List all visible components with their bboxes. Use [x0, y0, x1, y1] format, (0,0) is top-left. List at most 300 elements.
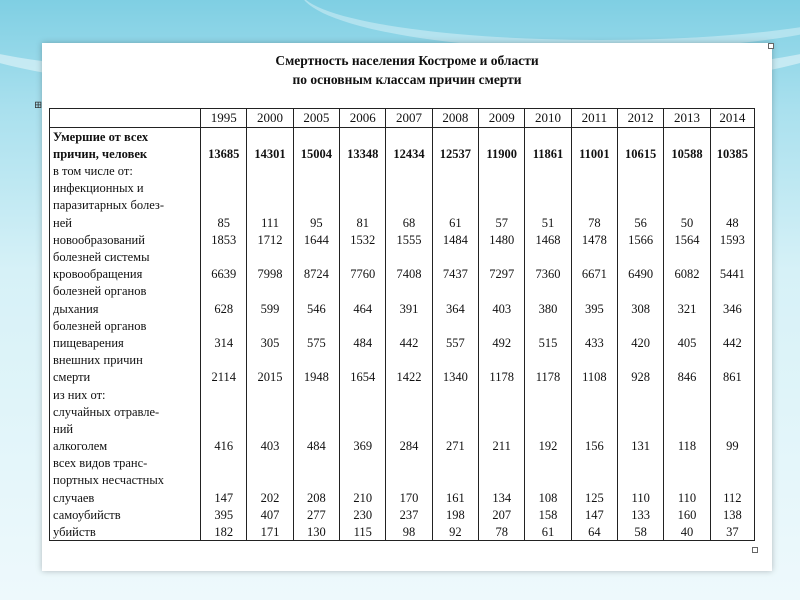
table-row: [50, 248, 755, 265]
value-cell: 158: [525, 506, 571, 523]
value-cell: 395: [571, 299, 617, 316]
value-cell: [201, 403, 247, 420]
value-cell: [247, 403, 293, 420]
value-cell: 433: [571, 334, 617, 351]
value-cell: [571, 385, 617, 402]
value-cell: [293, 162, 339, 179]
value-cell: [247, 162, 293, 179]
row-label: болезней органов: [50, 317, 201, 334]
value-cell: [432, 454, 478, 471]
page-title: [42, 51, 772, 89]
value-cell: 11001: [571, 145, 617, 162]
value-cell: [293, 248, 339, 265]
value-cell: [479, 128, 525, 145]
value-cell: 321: [664, 299, 710, 316]
value-cell: 78: [479, 523, 525, 540]
value-cell: [479, 282, 525, 299]
value-cell: [525, 403, 571, 420]
value-cell: 1593: [710, 231, 754, 248]
value-cell: [664, 282, 710, 299]
value-cell: 68: [386, 213, 432, 230]
value-cell: 369: [340, 437, 386, 454]
value-cell: 210: [340, 488, 386, 505]
year-header: 2013: [664, 109, 710, 128]
table-row: [50, 128, 755, 145]
value-cell: [340, 385, 386, 402]
value-cell: [432, 179, 478, 196]
value-cell: 407: [247, 506, 293, 523]
value-cell: [432, 282, 478, 299]
value-cell: 346: [710, 299, 754, 316]
value-cell: [710, 248, 754, 265]
value-cell: [618, 471, 664, 488]
value-cell: [201, 196, 247, 213]
value-cell: [247, 128, 293, 145]
value-cell: [710, 454, 754, 471]
value-cell: [710, 317, 754, 334]
row-label: в том числе от:: [50, 162, 201, 179]
value-cell: [293, 128, 339, 145]
value-cell: 405: [664, 334, 710, 351]
row-label: смерти: [50, 368, 201, 385]
value-cell: 628: [201, 299, 247, 316]
value-cell: [293, 454, 339, 471]
row-label: пищеварения: [50, 334, 201, 351]
value-cell: 284: [386, 437, 432, 454]
value-cell: 308: [618, 299, 664, 316]
value-cell: 110: [664, 488, 710, 505]
value-cell: 1566: [618, 231, 664, 248]
value-cell: [664, 179, 710, 196]
value-cell: 211: [479, 437, 525, 454]
value-cell: 125: [571, 488, 617, 505]
value-cell: [710, 403, 754, 420]
value-cell: [618, 403, 664, 420]
value-cell: [386, 248, 432, 265]
value-cell: [664, 420, 710, 437]
value-cell: [201, 179, 247, 196]
value-cell: [571, 179, 617, 196]
value-cell: [710, 196, 754, 213]
value-cell: [618, 128, 664, 145]
value-cell: [571, 471, 617, 488]
value-cell: [340, 162, 386, 179]
value-cell: 170: [386, 488, 432, 505]
value-cell: 7360: [525, 265, 571, 282]
value-cell: 305: [247, 334, 293, 351]
value-cell: [340, 454, 386, 471]
value-cell: 147: [201, 488, 247, 505]
value-cell: [710, 351, 754, 368]
value-cell: 464: [340, 299, 386, 316]
mortality-table: [49, 108, 755, 541]
value-cell: [664, 128, 710, 145]
value-cell: [386, 317, 432, 334]
value-cell: [340, 420, 386, 437]
value-cell: [525, 385, 571, 402]
value-cell: 108: [525, 488, 571, 505]
table-row: [50, 385, 755, 402]
value-cell: 11900: [479, 145, 525, 162]
value-cell: 57: [479, 213, 525, 230]
value-cell: 391: [386, 299, 432, 316]
value-cell: 846: [664, 368, 710, 385]
value-cell: [618, 248, 664, 265]
value-cell: 1178: [479, 368, 525, 385]
table-row: [50, 403, 755, 420]
value-cell: 171: [247, 523, 293, 540]
value-cell: 1422: [386, 368, 432, 385]
value-cell: [386, 351, 432, 368]
value-cell: [618, 196, 664, 213]
value-cell: [340, 403, 386, 420]
value-cell: [432, 162, 478, 179]
value-cell: [293, 385, 339, 402]
value-cell: 40: [664, 523, 710, 540]
value-cell: [247, 385, 293, 402]
table-move-handle-icon[interactable]: ⊞: [34, 100, 43, 111]
value-cell: [710, 385, 754, 402]
year-header: 2009: [479, 109, 525, 128]
value-cell: [525, 317, 571, 334]
row-label: кровообращения: [50, 265, 201, 282]
value-cell: [293, 282, 339, 299]
value-cell: 599: [247, 299, 293, 316]
value-cell: [525, 282, 571, 299]
table-row: [50, 523, 755, 540]
row-label: случайных отравле-: [50, 403, 201, 420]
table-row: [50, 179, 755, 196]
value-cell: [340, 179, 386, 196]
row-label: паразитарных болез-: [50, 196, 201, 213]
header-corner: [50, 109, 201, 128]
value-cell: [386, 162, 432, 179]
value-cell: 78: [571, 213, 617, 230]
table-row: [50, 265, 755, 282]
value-cell: [571, 282, 617, 299]
value-cell: 1532: [340, 231, 386, 248]
value-cell: [432, 248, 478, 265]
value-cell: [340, 196, 386, 213]
value-cell: 442: [710, 334, 754, 351]
value-cell: 861: [710, 368, 754, 385]
value-cell: 1853: [201, 231, 247, 248]
value-cell: 2114: [201, 368, 247, 385]
value-cell: 11861: [525, 145, 571, 162]
value-cell: 130: [293, 523, 339, 540]
value-cell: [618, 454, 664, 471]
table-row: [50, 351, 755, 368]
value-cell: [710, 471, 754, 488]
value-cell: [664, 317, 710, 334]
value-cell: [293, 179, 339, 196]
table-row: [50, 282, 755, 299]
value-cell: [247, 179, 293, 196]
value-cell: 147: [571, 506, 617, 523]
value-cell: [479, 162, 525, 179]
value-cell: 277: [293, 506, 339, 523]
value-cell: [664, 403, 710, 420]
value-cell: [710, 420, 754, 437]
value-cell: [201, 162, 247, 179]
value-cell: 85: [201, 213, 247, 230]
table-row: [50, 213, 755, 230]
value-cell: 198: [432, 506, 478, 523]
row-label: инфекционных и: [50, 179, 201, 196]
value-cell: [571, 196, 617, 213]
value-cell: 515: [525, 334, 571, 351]
year-header: 2014: [710, 109, 754, 128]
value-cell: [432, 317, 478, 334]
value-cell: 133: [618, 506, 664, 523]
value-cell: [664, 162, 710, 179]
value-cell: 1478: [571, 231, 617, 248]
value-cell: 928: [618, 368, 664, 385]
value-cell: [479, 420, 525, 437]
value-cell: [479, 471, 525, 488]
value-cell: [525, 471, 571, 488]
value-cell: 1178: [525, 368, 571, 385]
value-cell: 12537: [432, 145, 478, 162]
value-cell: 7408: [386, 265, 432, 282]
value-cell: 1555: [386, 231, 432, 248]
year-header: 2008: [432, 109, 478, 128]
value-cell: [618, 179, 664, 196]
row-label: случаев: [50, 488, 201, 505]
value-cell: [571, 162, 617, 179]
table-row: [50, 420, 755, 437]
value-cell: 12434: [386, 145, 432, 162]
value-cell: [571, 317, 617, 334]
value-cell: [571, 351, 617, 368]
value-cell: [386, 196, 432, 213]
value-cell: [432, 420, 478, 437]
value-cell: 230: [340, 506, 386, 523]
value-cell: 48: [710, 213, 754, 230]
value-cell: [293, 317, 339, 334]
value-cell: 1108: [571, 368, 617, 385]
value-cell: [293, 351, 339, 368]
value-cell: 1712: [247, 231, 293, 248]
value-cell: [710, 282, 754, 299]
year-header: 2000: [247, 109, 293, 128]
value-cell: [247, 248, 293, 265]
value-cell: 314: [201, 334, 247, 351]
value-cell: [479, 454, 525, 471]
value-cell: [525, 351, 571, 368]
value-cell: [247, 420, 293, 437]
value-cell: [618, 385, 664, 402]
row-label: дыхания: [50, 299, 201, 316]
value-cell: [432, 351, 478, 368]
value-cell: [432, 471, 478, 488]
value-cell: 208: [293, 488, 339, 505]
table-row: [50, 488, 755, 505]
value-cell: 160: [664, 506, 710, 523]
resize-handle[interactable]: [752, 547, 758, 553]
value-cell: [571, 128, 617, 145]
value-cell: 420: [618, 334, 664, 351]
title-line-1: Смертность населения Костроме и области: [275, 53, 539, 68]
value-cell: [571, 420, 617, 437]
value-cell: 364: [432, 299, 478, 316]
value-cell: 484: [340, 334, 386, 351]
row-label: внешних причин: [50, 351, 201, 368]
row-label: из них от:: [50, 385, 201, 402]
value-cell: 1644: [293, 231, 339, 248]
value-cell: 64: [571, 523, 617, 540]
value-cell: 1564: [664, 231, 710, 248]
value-cell: [525, 248, 571, 265]
value-cell: 161: [432, 488, 478, 505]
value-cell: 7998: [247, 265, 293, 282]
value-cell: [710, 179, 754, 196]
year-header: 2012: [618, 109, 664, 128]
value-cell: [432, 385, 478, 402]
value-cell: 1654: [340, 368, 386, 385]
value-cell: 7760: [340, 265, 386, 282]
value-cell: 416: [201, 437, 247, 454]
table-row: [50, 506, 755, 523]
value-cell: [479, 351, 525, 368]
value-cell: 15004: [293, 145, 339, 162]
value-cell: 6082: [664, 265, 710, 282]
value-cell: [664, 351, 710, 368]
value-cell: 112: [710, 488, 754, 505]
row-label: всех видов транс-: [50, 454, 201, 471]
value-cell: [525, 420, 571, 437]
value-cell: [525, 196, 571, 213]
value-cell: 237: [386, 506, 432, 523]
value-cell: [247, 282, 293, 299]
value-cell: [664, 471, 710, 488]
value-cell: 92: [432, 523, 478, 540]
table-row: [50, 162, 755, 179]
value-cell: 13348: [340, 145, 386, 162]
value-cell: [618, 282, 664, 299]
value-cell: [525, 162, 571, 179]
value-cell: [479, 385, 525, 402]
value-cell: [386, 282, 432, 299]
value-cell: 156: [571, 437, 617, 454]
value-cell: 1340: [432, 368, 478, 385]
row-label: алкоголем: [50, 437, 201, 454]
value-cell: 56: [618, 213, 664, 230]
value-cell: 81: [340, 213, 386, 230]
value-cell: [571, 248, 617, 265]
table-row: [50, 471, 755, 488]
value-cell: 50: [664, 213, 710, 230]
value-cell: 10385: [710, 145, 754, 162]
value-cell: [340, 282, 386, 299]
value-cell: [479, 179, 525, 196]
value-cell: [710, 128, 754, 145]
value-cell: [201, 248, 247, 265]
value-cell: [201, 128, 247, 145]
value-cell: [479, 248, 525, 265]
value-cell: 403: [247, 437, 293, 454]
row-label: болезней органов: [50, 282, 201, 299]
table-row: [50, 368, 755, 385]
value-cell: 58: [618, 523, 664, 540]
value-cell: [386, 403, 432, 420]
year-header: 1995: [201, 109, 247, 128]
row-label: самоубийств: [50, 506, 201, 523]
value-cell: [664, 454, 710, 471]
value-cell: 61: [432, 213, 478, 230]
value-cell: 8724: [293, 265, 339, 282]
value-cell: 271: [432, 437, 478, 454]
value-cell: 98: [386, 523, 432, 540]
value-cell: [293, 403, 339, 420]
value-cell: 557: [432, 334, 478, 351]
table-row: [50, 231, 755, 248]
value-cell: [340, 317, 386, 334]
table-body: [50, 128, 755, 541]
year-header: 2007: [386, 109, 432, 128]
value-cell: 1948: [293, 368, 339, 385]
value-cell: 14301: [247, 145, 293, 162]
value-cell: 10588: [664, 145, 710, 162]
value-cell: 131: [618, 437, 664, 454]
value-cell: 118: [664, 437, 710, 454]
value-cell: 1480: [479, 231, 525, 248]
value-cell: [618, 317, 664, 334]
value-cell: [525, 454, 571, 471]
row-label: Умершие от всех: [50, 128, 201, 145]
value-cell: 61: [525, 523, 571, 540]
value-cell: 6639: [201, 265, 247, 282]
value-cell: 95: [293, 213, 339, 230]
value-cell: 7437: [432, 265, 478, 282]
header-row: [50, 109, 755, 128]
row-label: портных несчастных: [50, 471, 201, 488]
value-cell: 115: [340, 523, 386, 540]
value-cell: 7297: [479, 265, 525, 282]
value-cell: 111: [247, 213, 293, 230]
row-label: ней: [50, 213, 201, 230]
table-row: [50, 437, 755, 454]
value-cell: 10615: [618, 145, 664, 162]
value-cell: 202: [247, 488, 293, 505]
value-cell: [340, 471, 386, 488]
value-cell: [432, 196, 478, 213]
value-cell: [247, 317, 293, 334]
value-cell: [386, 179, 432, 196]
value-cell: [201, 420, 247, 437]
value-cell: 2015: [247, 368, 293, 385]
value-cell: 192: [525, 437, 571, 454]
value-cell: 207: [479, 506, 525, 523]
value-cell: [525, 128, 571, 145]
row-label: новообразований: [50, 231, 201, 248]
row-label: ний: [50, 420, 201, 437]
row-label: убийств: [50, 523, 201, 540]
year-header: 2006: [340, 109, 386, 128]
value-cell: 492: [479, 334, 525, 351]
value-cell: [479, 196, 525, 213]
value-cell: [201, 282, 247, 299]
year-header: 2011: [571, 109, 617, 128]
document-page: [34, 43, 772, 571]
value-cell: [664, 248, 710, 265]
value-cell: [247, 196, 293, 213]
resize-handle[interactable]: [768, 43, 774, 49]
value-cell: 546: [293, 299, 339, 316]
value-cell: [293, 196, 339, 213]
value-cell: 380: [525, 299, 571, 316]
value-cell: [201, 454, 247, 471]
